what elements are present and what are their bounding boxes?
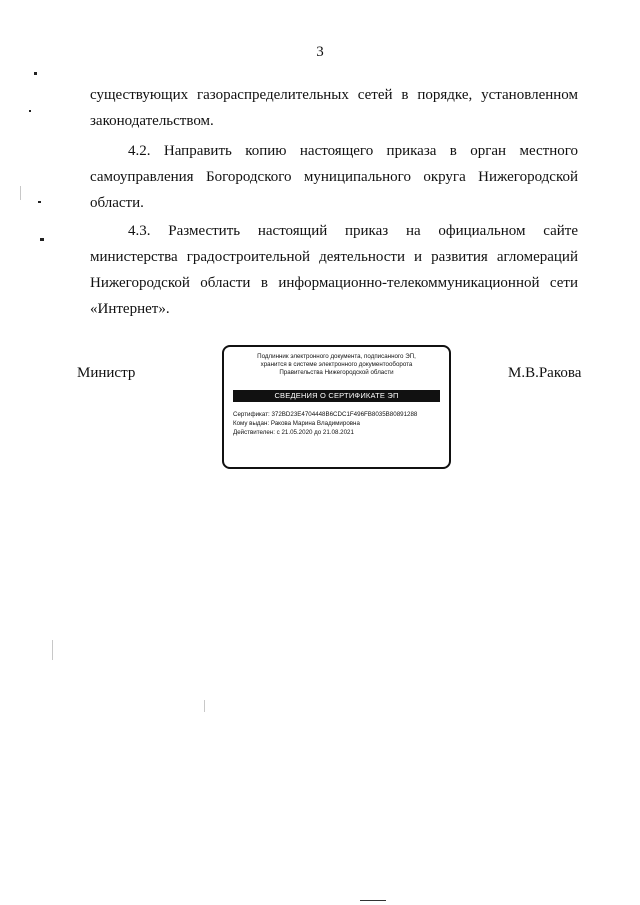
scan-line — [52, 640, 53, 660]
stamp-header-line: Правительства Нижегородской области — [279, 369, 394, 376]
paragraph-4-2-text: 4.2. Направить копию настоящего приказа в орган местного самоуправления Богородского муниципального округа Нижегородской области. — [90, 143, 578, 211]
stamp-certificate: Сертификат: 372BD23E4704448B6CDC1F496FB8035B80891288 — [233, 411, 418, 418]
paragraph-4-3 — [90, 218, 578, 322]
stamp-details — [233, 410, 443, 437]
signatory-position: Министр — [77, 365, 136, 381]
stamp-header-line: Подлинник электронного документа, подписанного ЭП, — [257, 353, 416, 360]
scan-speck — [29, 110, 31, 112]
stamp-issued-to: Кому выдан: Ракова Марина Владимировна — [233, 420, 360, 427]
page-number: 3 — [316, 44, 324, 60]
stamp-header — [232, 353, 441, 377]
stamp-header-line: хранится в системе электронного документооборота — [260, 361, 413, 368]
stamp-title: СВЕДЕНИЯ О СЕРТИФИКАТЕ ЭП — [233, 390, 440, 402]
paragraph-4-3-text: 4.3. Разместить настоящий приказ на официальном сайте министерства градостроительной деятельности и развития агломераций Нижегородской области в информационно-телекоммуникационной сети «Интернет». — [90, 223, 578, 317]
paragraph-4-2 — [90, 138, 578, 216]
scan-line — [204, 700, 205, 712]
signatory-name: М.В.Ракова — [508, 365, 582, 381]
scan-speck — [40, 238, 44, 241]
footer-mark — [360, 900, 386, 901]
scan-speck — [38, 201, 41, 203]
scan-speck — [34, 72, 37, 75]
paragraph-continuation: существующих газораспределительных сетей в порядке, установленном законодательством. — [90, 87, 578, 129]
scan-line — [20, 186, 21, 200]
stamp-validity: Действителен: с 21.05.2020 до 21.08.2021 — [233, 429, 354, 436]
electronic-signature-stamp — [222, 345, 451, 469]
